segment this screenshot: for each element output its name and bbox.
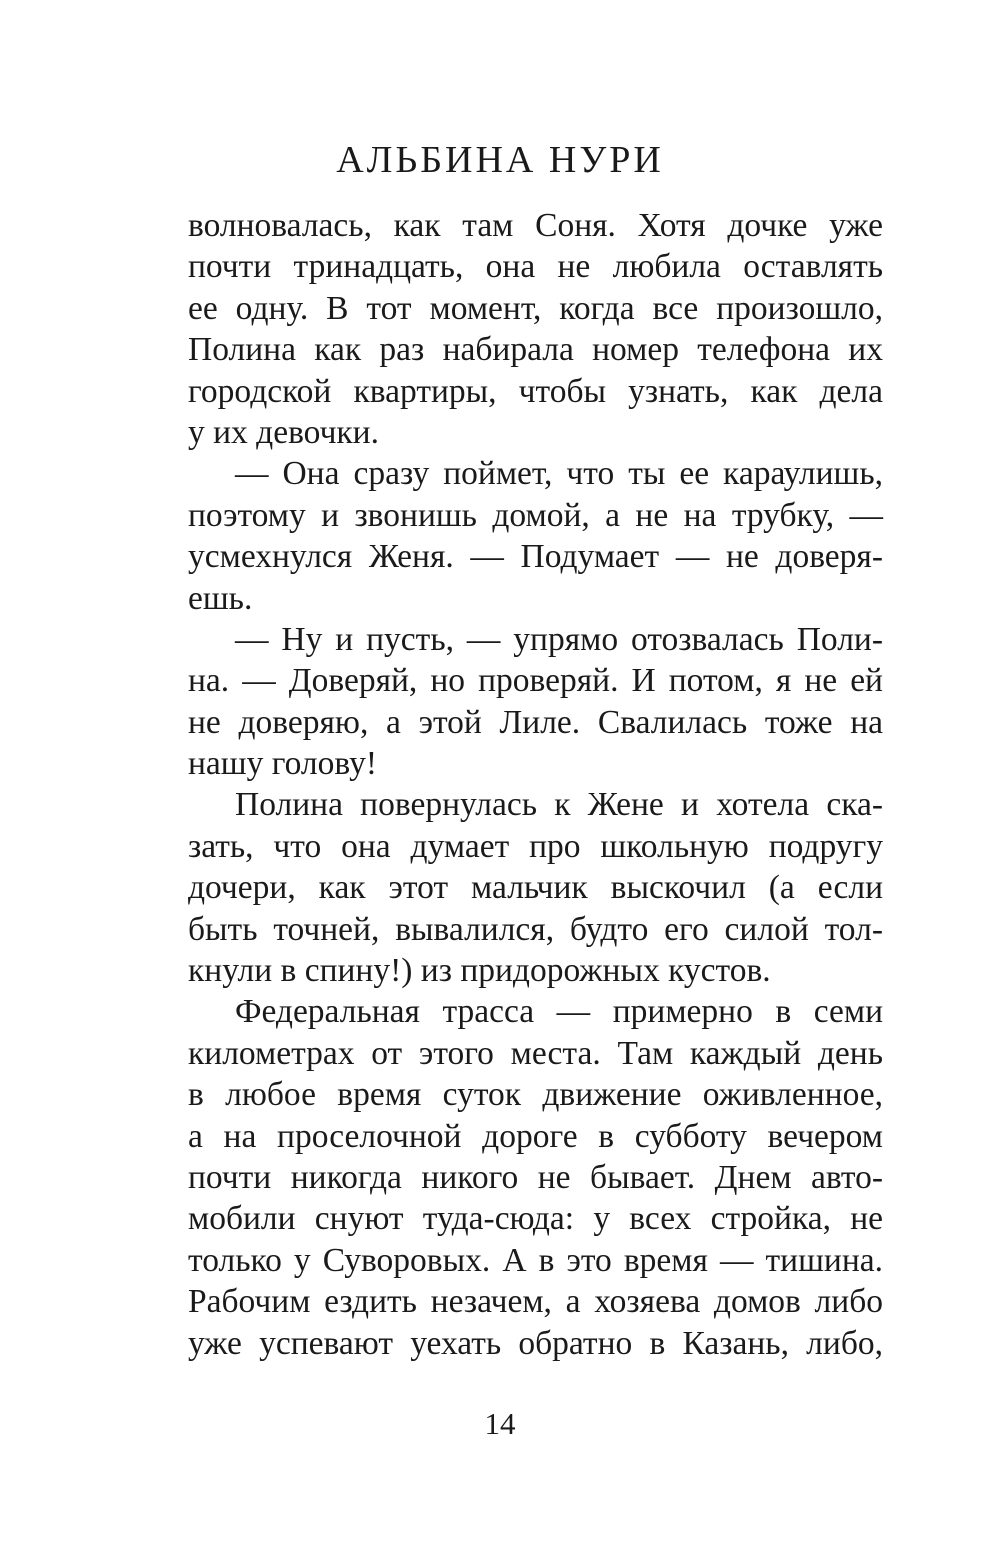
- text-line-paragraph-start: — Ну и пусть, — упрямо отозвалась Поли-: [235, 620, 883, 658]
- text-line: мобили снуют туда-сюда: у всех стройка, не: [188, 1200, 883, 1238]
- text-line: зать, что она думает про школьную подругу: [188, 827, 883, 865]
- text-line: уже успевают уехать обратно в Казань, либо,: [188, 1324, 883, 1362]
- text-line: в любое время суток движение оживленное,: [188, 1076, 883, 1114]
- text-line: волновалась, как там Соня. Хотя дочке уже: [188, 207, 883, 244]
- text-line-paragraph-end: ешь.: [188, 579, 253, 617]
- text-line: ее одну. В тот момент, когда все произошло,: [188, 289, 883, 327]
- text-line: не доверяю, а этой Лиле. Свалилась тоже на: [188, 703, 883, 741]
- text-line: дочери, как этот мальчик выскочил (а если: [188, 869, 883, 907]
- text-line: усмехнулся Женя. — Подумает — не доверя-: [188, 538, 883, 576]
- text-line-paragraph-end: нашу голову!: [188, 745, 377, 783]
- running-header-author: АЛЬБИНА НУРИ: [336, 139, 664, 181]
- text-line: быть точней, вывалился, будто его силой тол-: [188, 910, 883, 948]
- text-line: только у Суворовых. А в это время — тишина.: [188, 1241, 883, 1279]
- text-line-paragraph-end: у их девочки.: [188, 413, 379, 451]
- text-line: городской квартиры, чтобы узнать, как дела: [188, 372, 883, 410]
- text-line-paragraph-start: — Она сразу поймет, что ты ее караулишь,: [235, 455, 883, 493]
- page-number: 14: [484, 1406, 516, 1441]
- text-line: Полина как раз набирала номер телефона их: [188, 331, 883, 369]
- text-line-paragraph-end: кнули в спину!) из придорожных кустов.: [188, 952, 771, 990]
- text-line: Рабочим ездить незачем, а хозяева домов либо: [188, 1283, 883, 1321]
- text-line: на. — Доверяй, но проверяй. И потом, я не ей: [188, 662, 883, 700]
- text-line-paragraph-start: Федеральная трасса — примерно в семи: [235, 993, 883, 1031]
- text-line: а на проселочной дороге в субботу вечером: [188, 1117, 883, 1155]
- text-line: поэтому и звонишь домой, а не на трубку, —: [188, 496, 883, 534]
- text-line: почти тринадцать, она не любила оставлять: [188, 248, 883, 286]
- text-line: километрах от этого места. Там каждый день: [188, 1034, 883, 1072]
- page-body-text: [188, 205, 883, 1364]
- text-line-paragraph-start: Полина повернулась к Жене и хотела ска-: [235, 786, 883, 824]
- text-line: почти никогда никого не бывает. Днем авто-: [188, 1158, 883, 1196]
